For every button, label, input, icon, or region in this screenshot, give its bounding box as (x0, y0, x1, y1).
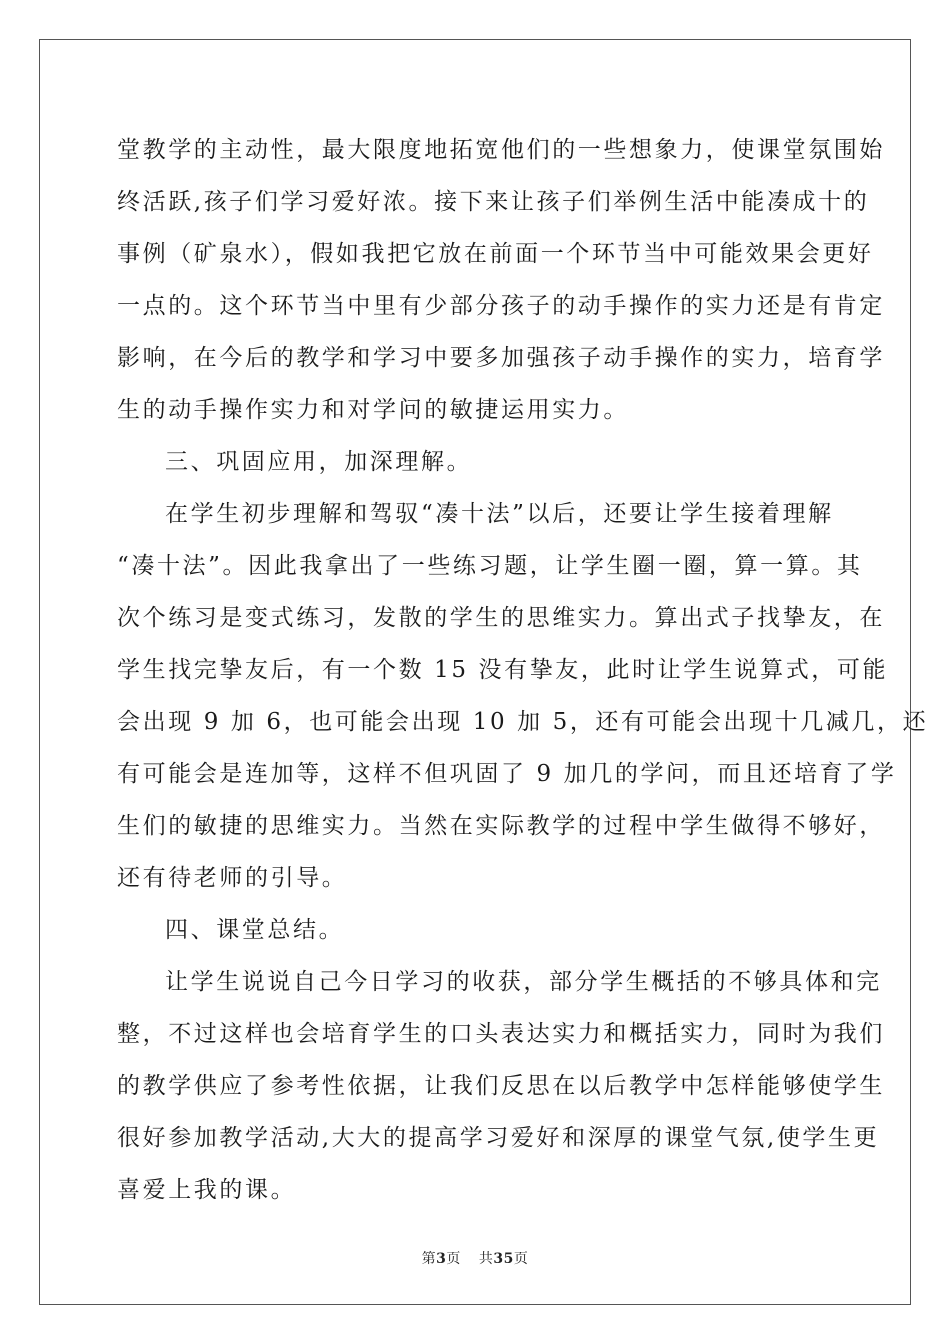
text-line: 堂教学的主动性，最大限度地拓宽他们的一些想象力，使课堂氛围始 (117, 137, 885, 163)
text-line: 终活跃,孩子们学习爱好浓。接下来让孩子们举例生活中能凑成十的 (117, 189, 870, 215)
text-line: 次个练习是变式练习，发散的学生的思维实力。算出式子找挚友，在 (117, 605, 885, 631)
text-line: 事例（矿泉水），假如我把它放在前面一个环节当中可能效果会更好 (117, 241, 874, 267)
text-line: 学生找完挚友后，有一个数 15 没有挚友，此时让学生说算式，可能 (117, 657, 889, 683)
page-suffix: 页 (446, 1251, 461, 1267)
text-line: 影响，在今后的教学和学习中要多加强孩子动手操作的实力，培育学 (117, 345, 885, 371)
text-line: 生的动手操作实力和对学问的敏捷运用实力。 (117, 397, 629, 423)
total-suffix: 页 (513, 1251, 529, 1267)
text-line: 在学生初步理解和驾驭“凑十法”以后，还要让学生接着理解 (165, 501, 834, 527)
text-line: 整，不过这样也会培育学生的口头表达实力和概括实力，同时为我们 (117, 1021, 885, 1047)
text-line: 一点的。这个环节当中里有少部分孩子的动手操作的实力还是有肯定 (117, 293, 885, 319)
total-pages: 35 (493, 1251, 514, 1267)
text-line: 有可能会是连加等，这样不但巩固了 9 加几的学问，而且还培育了学 (117, 761, 897, 787)
total-prefix: 共 (478, 1251, 494, 1267)
section-heading: 四、课堂总结。 (165, 917, 345, 943)
text-line: 很好参加教学活动,大大的提高学习爱好和深厚的课堂气氛,使学生更 (117, 1125, 880, 1151)
text-line: 还有待老师的引导。 (117, 865, 348, 891)
document-body (117, 124, 929, 1216)
page-number: 3 (436, 1251, 447, 1267)
text-line: 让学生说说自己今日学习的收获，部分学生概括的不够具体和完 (165, 969, 882, 995)
text-line: 会出现 9 加 6，也可能会出现 10 加 5，还有可能会出现十几减几，还 (117, 709, 929, 735)
text-line: “凑十法”。因此我拿出了一些练习题，让学生圈一圈，算一算。其 (117, 553, 863, 579)
text-line: 喜爱上我的课。 (117, 1177, 297, 1203)
text-line: 生们的敏捷的思维实力。当然在实际教学的过程中学生做得不够好， (117, 813, 885, 839)
page-prefix: 第 (421, 1251, 437, 1267)
section-heading: 三、巩固应用，加深理解。 (165, 449, 473, 475)
text-line: 的教学供应了参考性依据，让我们反思在以后教学中怎样能够使学生 (117, 1073, 885, 1099)
page-footer (0, 1248, 950, 1268)
